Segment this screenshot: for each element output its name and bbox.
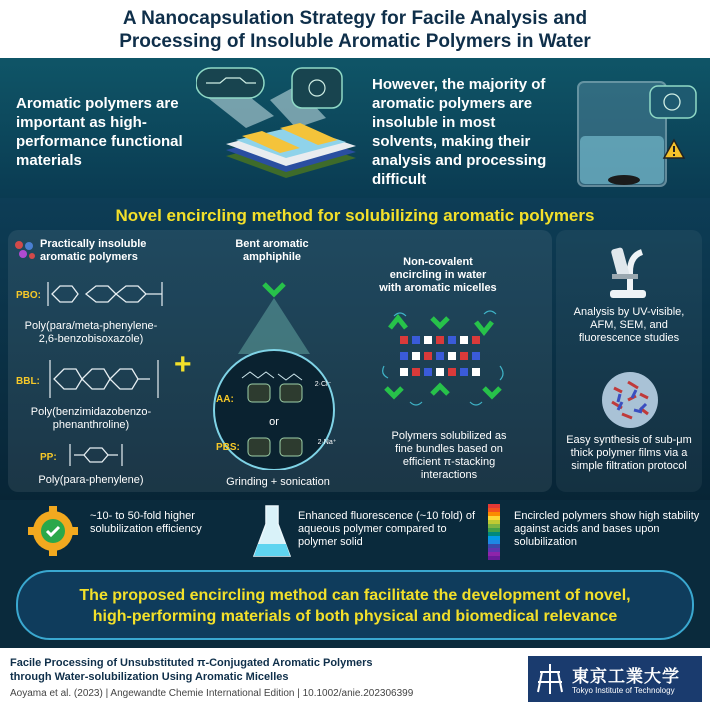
beaker-illustration <box>566 68 704 194</box>
polymer-cluster-icon <box>12 238 38 262</box>
conclusion-section <box>0 566 710 648</box>
conclusion-banner <box>16 570 694 640</box>
citation-reference: Aoyama et al. (2023) | Angewandte Chemie International Edition | 10.1002/anie.202306399 <box>10 688 414 699</box>
method-title: Novel encircling method for solubilizing aromatic polymers <box>115 206 595 225</box>
citation-title <box>10 656 373 684</box>
pp-label: PP: <box>40 452 57 463</box>
encircling-heading: Non-covalent encircling in water with aromatic micelles <box>379 256 497 294</box>
bbl-name: Poly(benzimidazobenzo-phenanthroline) <box>30 406 152 431</box>
pbo-structure <box>46 274 166 314</box>
university-logo <box>528 656 702 702</box>
header <box>0 0 710 58</box>
pbs-charge: 2·Na⁺ <box>317 439 337 446</box>
pp-structure <box>66 442 126 468</box>
process-text: Grinding + sonication <box>226 476 330 488</box>
solubilized-text: Polymers solubilized as fine bundles based on efficient π-stacking interactions <box>391 430 507 481</box>
logo-japanese: 東京工業大学 <box>572 667 680 687</box>
micelle-bundle-illustration <box>380 306 510 410</box>
ph-scale-icon <box>484 504 504 562</box>
polymer-film-illustration <box>600 370 660 430</box>
pbo-name: Poly(para/meta-phenylene-2,6-benzobisoxazole) <box>24 320 158 345</box>
aa-charge: 2·Cl⁻ <box>314 381 332 388</box>
analysis-text: Analysis by UV-visible, AFM, SEM, and fluorescence studies <box>573 306 685 344</box>
pbo-label: PBO: <box>16 290 41 301</box>
logo-english: Tokyo Institute of Technology <box>572 686 675 695</box>
citation-title-line-2: through Water-solubilization Using Aromatic Micelles <box>10 671 289 683</box>
gear-check-icon <box>28 506 78 556</box>
thin-film-device-illustration <box>196 66 366 194</box>
benefit-2-text: Enhanced fluorescence (~10 fold) of aqueous polymer compared to polymer solid <box>298 510 476 548</box>
benefits-section <box>0 500 710 566</box>
plus-sign: + <box>174 348 192 381</box>
amphiphile-heading: Bent aromatic amphiphile <box>235 238 309 263</box>
or-text: or <box>269 416 279 428</box>
polymers-heading: Practically insoluble aromatic polymers <box>40 238 147 263</box>
method-section <box>0 198 710 500</box>
films-text: Easy synthesis of sub-μm thick polymer films via a simple filtration protocol <box>566 434 692 472</box>
footer <box>0 648 710 710</box>
citation-title-line-1: Facile Processing of Unsubstituted π-Conjugated Aromatic Polymers <box>10 657 373 669</box>
pp-name: Poly(para-phenylene) <box>38 474 144 486</box>
pbs-label: PBS: <box>216 442 240 453</box>
flask-icon <box>252 504 292 560</box>
bbl-structure <box>46 354 166 404</box>
intro-left-text: Aromatic polymers are important as high-performance functional materials <box>16 95 183 169</box>
intro-right-text: However, the majority of aromatic polymers are insoluble in most solvents, making their analysis and processing difficult <box>372 76 547 188</box>
benefit-1-text: ~10- to 50-fold higher solubilization efficiency <box>90 510 202 535</box>
bbl-label: BBL: <box>16 376 40 387</box>
title-line-1: A Nanocapsulation Strategy for Facile Analysis and <box>122 8 588 29</box>
amphiphile-illustration <box>208 274 368 470</box>
benefit-3-text: Encircled polymers show high stability against acids and bases upon solubilization <box>514 510 700 548</box>
intro-section <box>0 58 710 198</box>
title-line-2: Processing of Insoluble Aromatic Polymers in Water <box>119 31 591 52</box>
conclusion-line-2: high-performing materials of both physical and biomedical relevance <box>92 608 618 625</box>
aa-label: AA: <box>216 394 234 405</box>
logo-emblem-icon <box>534 662 566 696</box>
microscope-icon <box>600 238 656 302</box>
conclusion-line-1: The proposed encircling method can facilitate the development of novel, <box>79 587 631 604</box>
